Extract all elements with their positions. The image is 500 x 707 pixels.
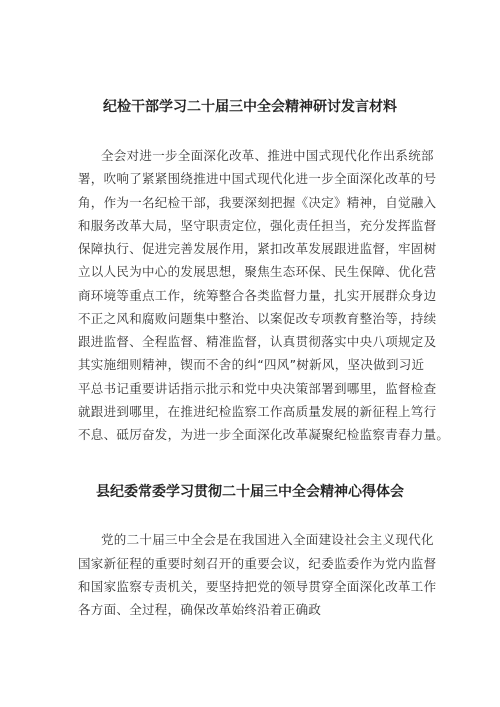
body-line: 不息、砥厉奋发，为进一步全面深化改革凝聚纪检监察青春力量。 — [78, 427, 450, 442]
body-line: 平总书记重要讲话指示批示和党中央决策部署到哪里，监督检查 — [78, 381, 437, 396]
body-line: 和国家监察专责机关，要坚持把党的领导贯穿全面深化改革工作 — [78, 579, 437, 594]
body-line: 角，作为一名纪检干部，我要深刻把握《决定》精神，自觉融入 — [78, 195, 437, 210]
body-line: 其实施细则精神，锲而不舍的纠“四风”树新风，坚决做到习近 — [78, 357, 425, 372]
section-1-title: 纪检干部学习二十届三中全会精神研讨发言材料 — [103, 99, 397, 115]
body-line: 就跟进到哪里，在推进纪检监察工作高质量发展的新征程上笃行 — [78, 404, 437, 419]
body-line: 不正之风和腐败问题集中整治、以案促改专项教育整治等，持续 — [78, 311, 437, 326]
body-line: 各方面、全过程，确保改革始终沿着正确政 — [78, 602, 322, 617]
body-line: 跟进监督、全程监督、精准监督，认真贯彻落实中央八项规定及 — [78, 334, 437, 349]
section-2-title: 县纪委常委学习贯彻二十届三中全会精神心得体会 — [96, 484, 404, 500]
body-line: 署，吹响了紧紧围绕推进中国式现代化进一步全面深化改革的号 — [78, 171, 437, 186]
body-line: 商环境等重点工作，统筹整合各类监督力量，扎实开展群众身边 — [78, 288, 437, 303]
body-line: 和服务改革大局，坚守职责定位，强化责任担当，充分发挥监督 — [78, 218, 437, 233]
body-line: 国家新征程的重要时刻召开的重要会议，纪委监委作为党内监督 — [78, 556, 437, 571]
body-line: 党的二十届三中全会是在我国进入全面建设社会主义现代化 — [101, 532, 434, 547]
body-line: 立以人民为中心的发展思想，聚焦生态环保、民生保障、优化营 — [78, 264, 437, 279]
body-line: 保障执行、促进完善发展作用，紧扣改革发展跟进监督，牢固树 — [78, 241, 437, 256]
body-line: 全会对进一步全面深化改革、推进中国式现代化作出系统部 — [101, 148, 434, 163]
